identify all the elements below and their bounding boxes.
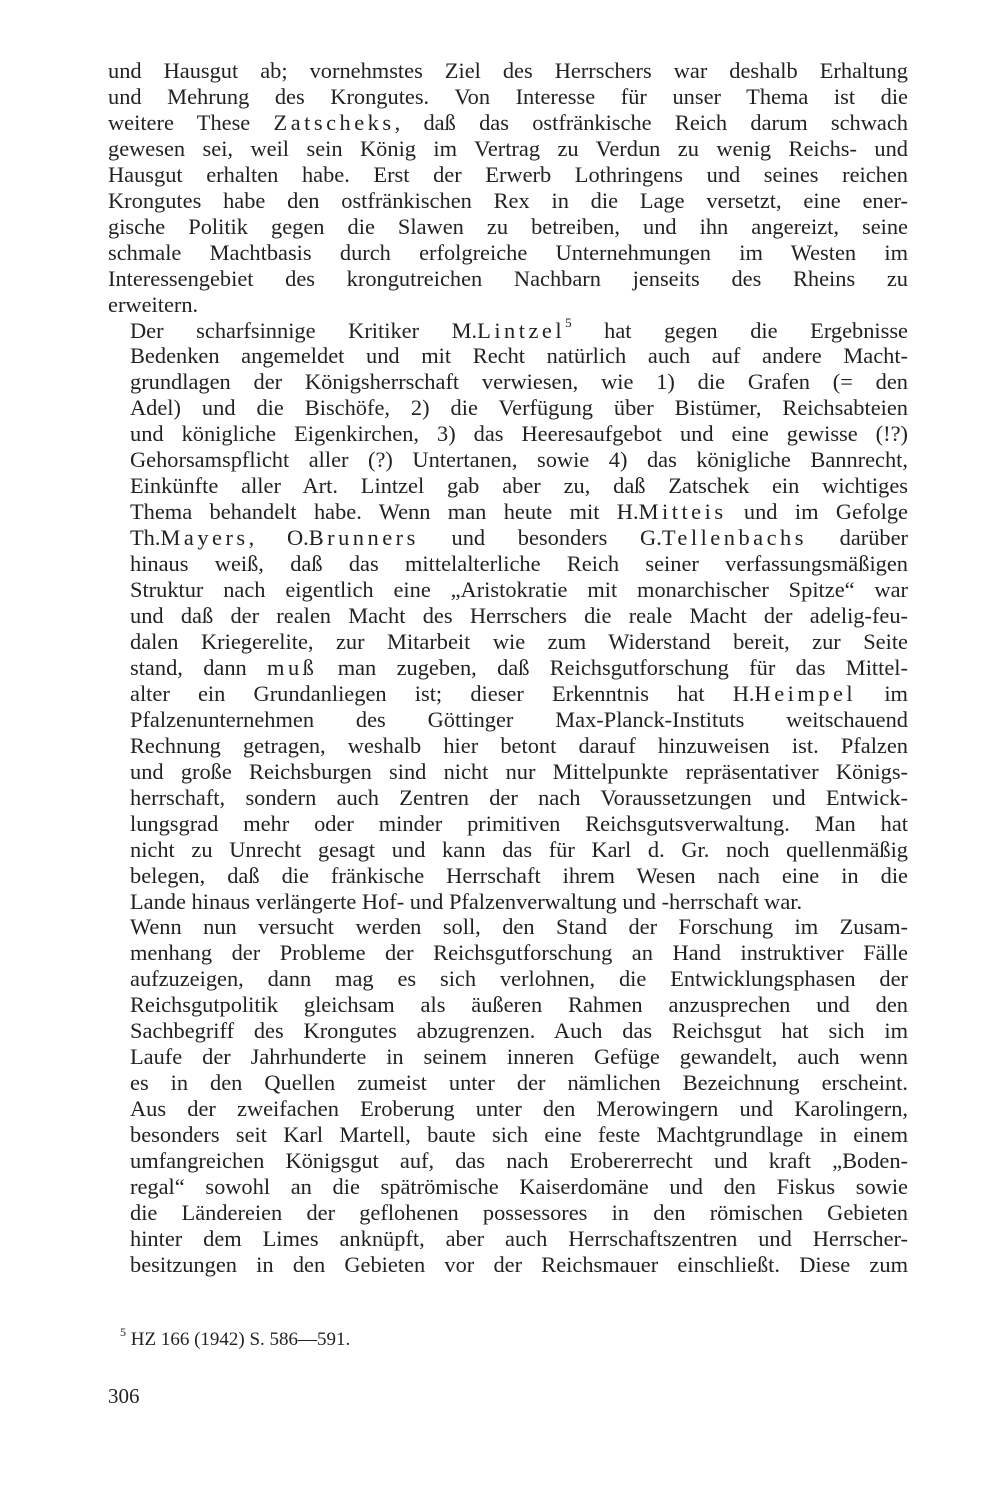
text-run: Gehorsamspflicht aller (?) Untertanen, sowie 4) das königliche Bannrecht, <box>130 447 908 473</box>
text-line <box>108 940 908 966</box>
text-run: es in den Quellen zumeist unter der nämlichen Bezeichnung erscheint. <box>130 1070 908 1096</box>
text-run: erweitern. <box>108 291 199 317</box>
text-line <box>108 1252 908 1278</box>
spaced-name: Tellenbachs <box>661 525 807 551</box>
text-line <box>108 84 908 110</box>
text-line <box>108 1226 908 1252</box>
text-run: Adel) und die Bischöfe, 2) die Verfügung über Bistümer, Reichsabteien <box>130 395 908 421</box>
text-line <box>108 266 908 292</box>
text-line <box>108 811 908 837</box>
text-run: gewesen sei, weil sein König im Vertrag zu Verdun zu wenig Reichs- und <box>108 135 908 161</box>
spaced-name: muß <box>267 654 318 680</box>
text-run: Struktur nach eigentlich eine „Aristokratie mit monarchischer Spitze“ war <box>130 577 908 603</box>
text-run: im <box>856 680 908 706</box>
text-run: Hausgut erhalten habe. Erst der Erwerb Lothringens und seines reichen <box>108 161 908 187</box>
text-line <box>108 1174 908 1200</box>
paragraph <box>108 914 908 1277</box>
text-run: Lande hinaus verlängerte Hof- und Pfalzenverwaltung und -herrschaft war. <box>130 888 803 914</box>
text-run: darüber <box>806 525 908 551</box>
text-line <box>108 577 908 603</box>
text-run: grundlagen der Königsherrschaft verwiesen, wie 1) die Grafen (= den <box>130 369 908 395</box>
text-run: die Ländereien der geflohenen possessores in den römischen Gebieten <box>130 1199 908 1225</box>
text-run: schmale Machtbasis durch erfolgreiche Unternehmungen im Westen im <box>108 239 908 265</box>
text-line <box>108 914 908 940</box>
spaced-name: Brunners <box>308 525 419 551</box>
text-run: Wenn nun versucht werden soll, den Stand der Forschung im Zusam- <box>130 914 908 940</box>
text-line <box>108 837 908 863</box>
page-number: 306 <box>108 1384 140 1408</box>
text-run: dalen Kriegerelite, zur Mitarbeit wie zum Widerstand bereit, zur Seite <box>130 628 908 654</box>
text-line <box>108 315 908 344</box>
text-run: und im Gefolge <box>726 499 908 525</box>
text-run: lungsgrad mehr oder minder primitiven Reichsgutsverwaltung. Man hat <box>130 810 908 836</box>
text-run: und daß der realen Macht des Herrschers die reale Macht der adelig-feu- <box>130 603 908 629</box>
text-run: und besonders G. <box>418 525 662 551</box>
text-run: Interessengebiet des krongutreichen Nachbarn jenseits des Rheins zu <box>108 265 908 291</box>
text-line <box>108 551 908 577</box>
text-line <box>108 785 908 811</box>
text-run: weitere These <box>108 109 274 135</box>
body-text <box>108 58 908 1278</box>
text-line <box>108 707 908 733</box>
spaced-name: Heimpel <box>754 680 857 706</box>
text-line <box>108 1018 908 1044</box>
text-run: und Hausgut ab; vornehmstes Ziel des Herrschers war deshalb Erhaltung <box>108 58 908 83</box>
text-run: Der scharfsinnige Kritiker M. <box>130 317 478 343</box>
text-run: hinaus weiß, daß das mittelalterliche Reich seiner verfassungsmäßigen <box>130 551 908 577</box>
text-line <box>108 681 908 707</box>
text-line <box>108 58 908 84</box>
text-line <box>108 655 908 681</box>
text-line <box>108 447 908 473</box>
text-run: herrschaft, sondern auch Zentren der nach Voraussetzungen und Entwick- <box>130 784 908 810</box>
text-line <box>108 421 908 447</box>
text-run: nicht zu Unrecht gesagt und kann das für Karl d. Gr. noch quellenmäßig <box>130 836 908 862</box>
spaced-name: Mitteis <box>638 499 727 525</box>
text-run: regal“ sowohl an die spätrömische Kaiserdomäne und den Fiskus sowie <box>130 1173 908 1199</box>
text-run: aufzuzeigen, dann mag es sich verlohnen, die Entwicklungsphasen der <box>130 966 908 992</box>
text-run: umfangreichen Königsgut auf, das nach Erobererrecht und kraft „Boden- <box>130 1148 908 1174</box>
text-run: Sachbegriff des Krongutes abzugrenzen. Auch das Reichsgut hat sich im <box>130 1018 908 1044</box>
spaced-name: Mayers <box>160 525 249 551</box>
text-run: Laufe der Jahrhunderte in seinem inneren Gefüge gewandelt, auch wenn <box>130 1044 908 1070</box>
text-run: Rechnung getragen, weshalb hier betont darauf hinzuweisen ist. Pfalzen <box>130 732 908 758</box>
text-run: Th. <box>130 525 161 551</box>
text-run: hinter dem Limes anknüpft, aber auch Herrschaftszentren und Herrscher- <box>130 1225 908 1251</box>
spaced-name: Zatscheks <box>273 109 395 135</box>
text-run: Reichsgutpolitik gleichsam als äußeren Rahmen anzusprechen und den <box>130 992 908 1018</box>
text-run: Pfalzenunternehmen des Göttinger Max-Planck-Instituts weitschauend <box>130 706 908 732</box>
text-run: gische Politik gegen die Slawen zu betreiben, und ihn angereizt, seine <box>108 213 908 239</box>
text-run: besitzungen in den Gebieten vor der Reichsmauer einschließt. Diese zum <box>130 1251 908 1277</box>
text-line <box>108 499 908 525</box>
text-run: Einkünfte aller Art. Lintzel gab aber zu, daß Zatschek ein wichtiges <box>130 473 908 499</box>
text-line <box>108 395 908 421</box>
text-line <box>108 1044 908 1070</box>
footnote <box>120 1324 351 1352</box>
text-line <box>108 343 908 369</box>
text-run: Bedenken angemeldet und mit Recht natürlich auch auf andere Macht- <box>130 343 908 369</box>
text-line <box>108 733 908 759</box>
book-page <box>108 58 908 1438</box>
footnote-text: HZ 166 (1942) S. 586—591. <box>126 1329 351 1350</box>
text-line <box>108 240 908 266</box>
text-run: Krongutes habe den ostfränkischen Rex in die Lage versetzt, eine ener- <box>108 187 908 213</box>
text-line <box>108 214 908 240</box>
text-run: , O. <box>248 525 309 551</box>
footnote-reference: 5 <box>565 315 572 331</box>
text-line <box>108 1096 908 1122</box>
text-line <box>108 966 908 992</box>
text-line <box>108 603 908 629</box>
text-run: , daß das ostfränkische Reich darum schwach <box>394 109 908 135</box>
text-run: man zugeben, daß Reichsgutforschung für das Mittel- <box>317 654 908 680</box>
text-line <box>108 889 908 915</box>
text-run: stand, dann <box>130 654 268 680</box>
text-line <box>108 1122 908 1148</box>
text-line <box>108 162 908 188</box>
text-run: besonders seit Karl Martell, baute sich eine feste Machtgrundlage in einem <box>130 1122 908 1148</box>
text-run: und große Reichsburgen sind nicht nur Mittelpunkte repräsentativer Königs- <box>130 758 908 784</box>
text-line <box>108 473 908 499</box>
text-line <box>108 136 908 162</box>
text-line <box>108 863 908 889</box>
footnote-marker: 5 <box>120 1324 126 1339</box>
text-run: Thema behandelt habe. Wenn man heute mit H. <box>130 499 639 525</box>
spaced-name: Lintzel <box>477 317 566 343</box>
text-run: hat gegen die Ergebnisse <box>571 317 908 343</box>
text-line <box>108 992 908 1018</box>
text-line <box>108 292 908 318</box>
text-run: alter ein Grundanliegen ist; dieser Erkenntnis hat H. <box>130 680 755 706</box>
text-line <box>108 1070 908 1096</box>
paragraph <box>108 58 908 318</box>
text-line <box>108 188 908 214</box>
text-run: und königliche Eigenkirchen, 3) das Heeresaufgebot und eine gewisse (!?) <box>130 421 908 447</box>
text-run: und Mehrung des Krongutes. Von Interesse für unser Thema ist die <box>108 83 908 109</box>
text-run: Aus der zweifachen Eroberung unter den Merowingern und Karolingern, <box>130 1096 908 1122</box>
text-line <box>108 629 908 655</box>
text-run: belegen, daß die fränkische Herrschaft ihrem Wesen nach eine in die <box>130 862 908 888</box>
text-line <box>108 525 908 551</box>
text-line <box>108 369 908 395</box>
text-line <box>108 1148 908 1174</box>
text-line <box>108 110 908 136</box>
paragraph <box>108 315 908 915</box>
text-run: menhang der Probleme der Reichsgutforschung an Hand instruktiver Fälle <box>130 940 908 966</box>
text-line <box>108 1200 908 1226</box>
text-line <box>108 759 908 785</box>
